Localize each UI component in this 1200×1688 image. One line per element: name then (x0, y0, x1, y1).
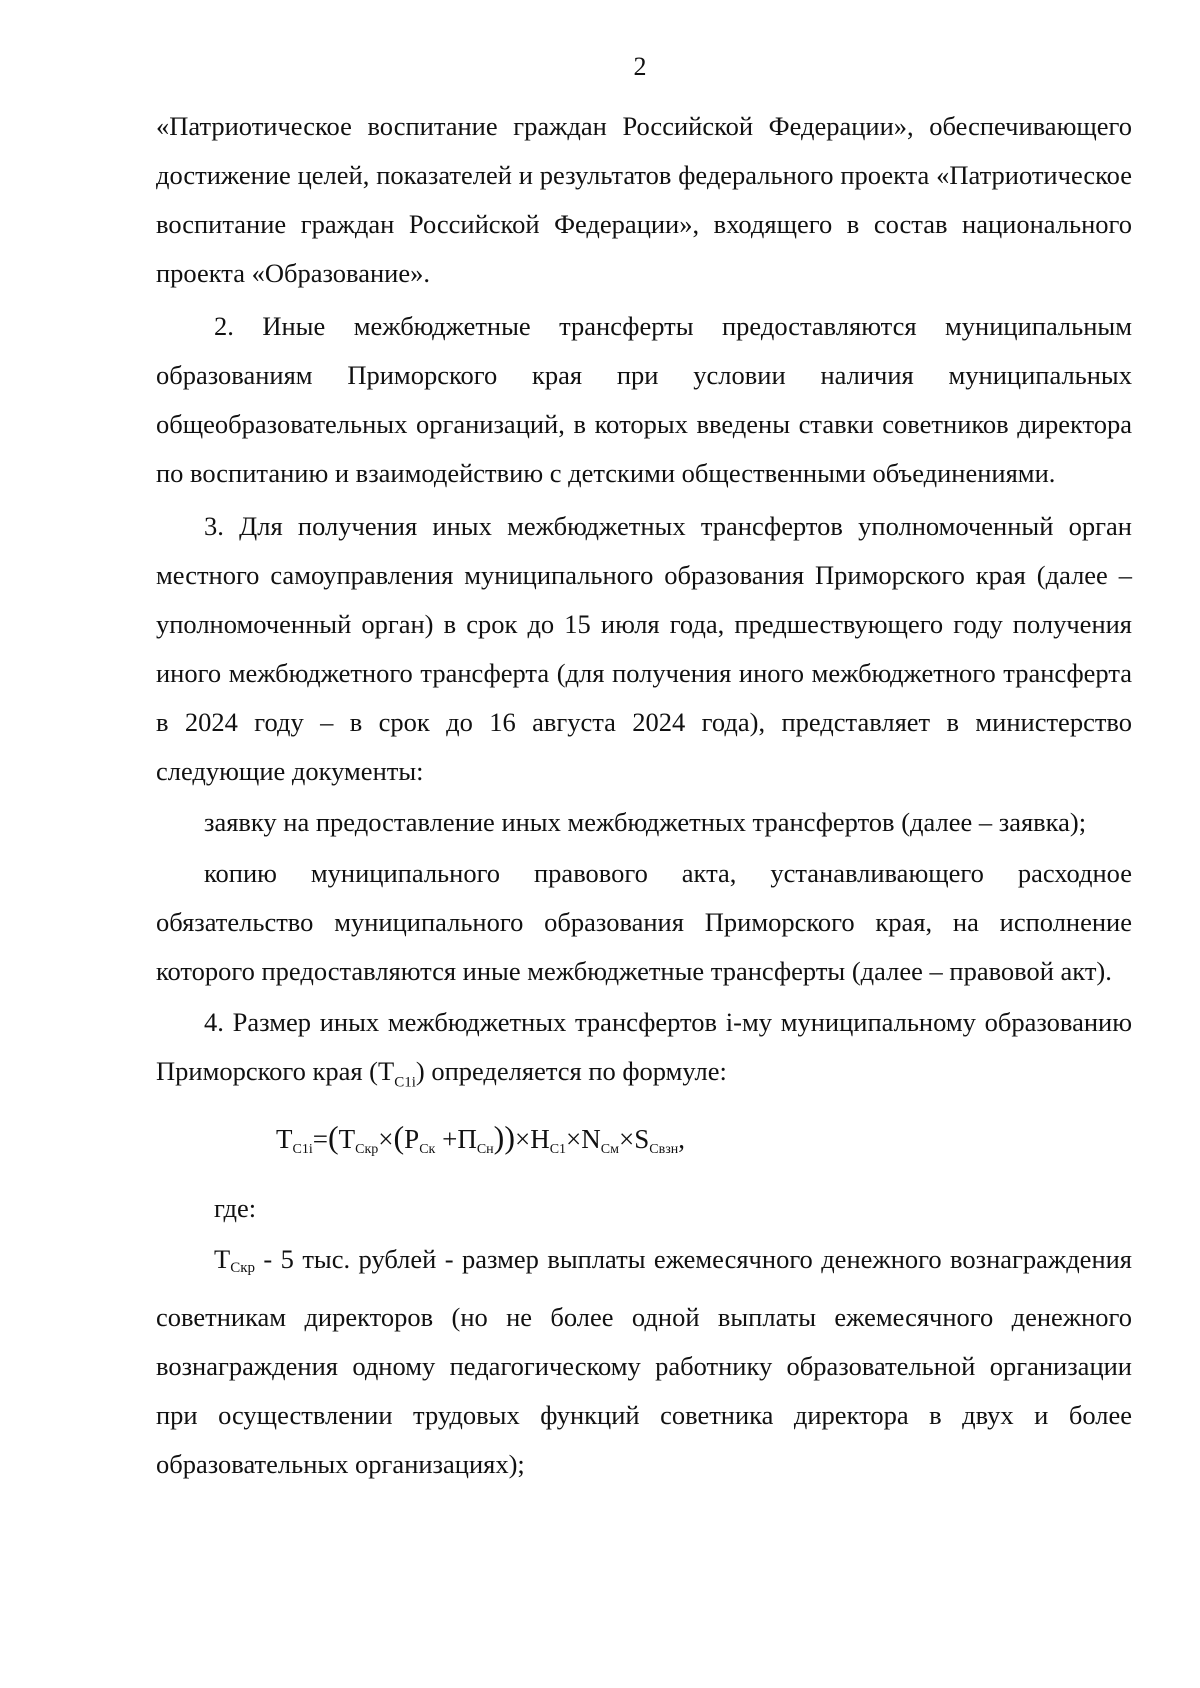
paragraph-application: заявку на предоставление иных межбюджетных трансфертов (далее – заявка); (204, 807, 1087, 837)
formula-s-term: $S_{Свзн}$ (634, 1124, 679, 1158)
page-number: 2 (633, 52, 647, 81)
formula-lhs: $T_{C1i}$ (276, 1124, 313, 1158)
paragraph-4 (156, 998, 1132, 1107)
paragraph-continuation: «Патриотическое воспитание граждан Российской Федерации», обеспечивающего достижение целей, показателей и результатов федерального проекта «Патриотическое воспитание граждан Российской Федерации», входящего в состав национального проекта «Образование». (156, 111, 1132, 288)
paragraph-4-tail: ) определяется по формуле: (415, 1056, 727, 1086)
paragraph-3: 3. Для получения иных межбюджетных трансфертов уполномоченный орган местного самоуправления муниципального образования Приморского края (далее – уполномоченный орган) в срок до 15 июля года, предшествующего году получения иного межбюджетного трансферта (для получения иного межбюджетного трансферта в 2024 году – в срок до 16 августа 2024 года), представляет в министерство следующие документы: (156, 511, 1132, 786)
formula-paren-open-inner: ( (393, 1119, 405, 1156)
formula-n-term: $N_{См}$ (581, 1124, 619, 1158)
definition-text: - 5 тыс. рублей - размер выплаты ежемесячного денежного вознаграждения советникам директоров (но не более одной выплаты ежемесячного денежного вознаграждения одному педагогическому работнику образовательной организации при осуществлении трудовых функций советника директора в двух и более образовательных организациях); (156, 1244, 1132, 1480)
formula-times: × (514, 1124, 531, 1155)
formula-paren-close: )) (493, 1119, 515, 1156)
paragraph-2: 2. Иные межбюджетные трансферты предоставляются муниципальным образованиям Приморского края при условии наличия муниципальных общеобразовательных организаций, в которых введены ставки советников директора по воспитанию и взаимодействию с детскими общественными объединениями. (156, 311, 1132, 488)
formula-times: × (378, 1124, 394, 1155)
formula (156, 1113, 1132, 1174)
formula-times: × (618, 1124, 635, 1155)
formula-comma: , (678, 1124, 685, 1155)
formula-h-term: $H_{C1}$ (530, 1124, 567, 1158)
paragraph-4-subscript: C1i (394, 1074, 416, 1091)
formula-plus: + (442, 1124, 458, 1155)
where-label: где: (214, 1193, 257, 1224)
formula-paren-open: ( (327, 1119, 339, 1156)
formula-pi-term: $П_{Сн}$ (457, 1124, 494, 1158)
formula-t-term: $T_{Скр}$ (338, 1124, 379, 1158)
document-body (156, 102, 1132, 1489)
paragraph-legal-act-copy: копию муниципального правового акта, устанавливающего расходное обязательство муниципального образования Приморского края, на исполнение которого предоставляются иные межбюджетные трансферты (далее – правовой акт). (156, 858, 1132, 986)
paragraph-4-text: 4. Размер иных межбюджетных трансфертов i-му муниципальному образованию Приморского края (T (156, 1007, 1132, 1086)
definition-subscript: Скр (230, 1260, 255, 1277)
definition-t-skr (156, 1235, 1132, 1489)
formula-p-term: $P_{Ск}$ (404, 1124, 436, 1158)
formula-times: × (566, 1124, 582, 1155)
definition-symbol: T (214, 1244, 231, 1275)
formula-equals: = (312, 1124, 328, 1155)
